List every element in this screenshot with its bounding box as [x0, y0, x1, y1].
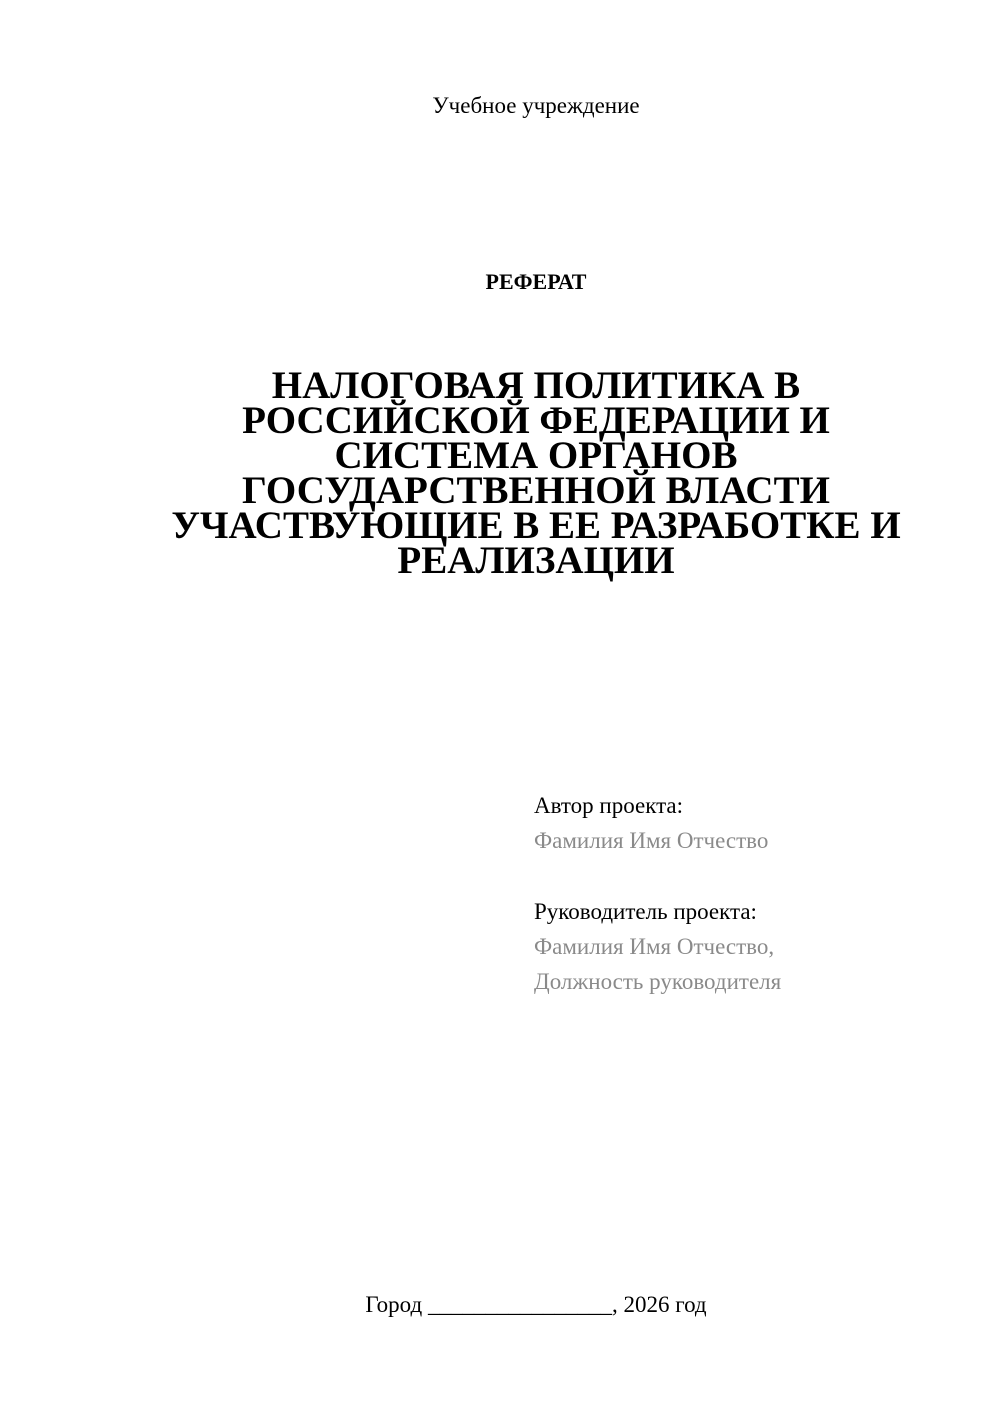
city-year-line: Город ________________, 2026 год	[365, 1292, 707, 1317]
supervisor-position-placeholder[interactable]: Должность руководителя	[534, 969, 782, 994]
credits-block	[534, 788, 974, 999]
title-line: СИСТЕМА ОРГАНОВ	[334, 434, 738, 477]
supervisor-label: Руководитель проекта:	[534, 899, 757, 924]
author-label: Автор проекта:	[534, 793, 683, 818]
spacer	[534, 858, 974, 894]
institution-name: Учебное учреждение	[432, 93, 640, 118]
author-name-placeholder[interactable]: Фамилия Имя Отчество	[534, 828, 769, 853]
title-line: УЧАСТВУЮЩИЕ В ЕЕ РАЗРАБОТКЕ И	[171, 504, 901, 547]
title-line: РЕАЛИЗАЦИИ	[397, 539, 675, 582]
document-title	[150, 364, 922, 582]
document-type: РЕФЕРАТ	[485, 269, 587, 294]
title-line: ГОСУДАРСТВЕННОЙ ВЛАСТИ	[242, 469, 830, 512]
supervisor-name-placeholder[interactable]: Фамилия Имя Отчество,	[534, 934, 775, 959]
title-line: НАЛОГОВАЯ ПОЛИТИКА В	[271, 364, 801, 407]
title-line: РОССИЙСКОЙ ФЕДЕРАЦИИ И	[242, 399, 830, 442]
